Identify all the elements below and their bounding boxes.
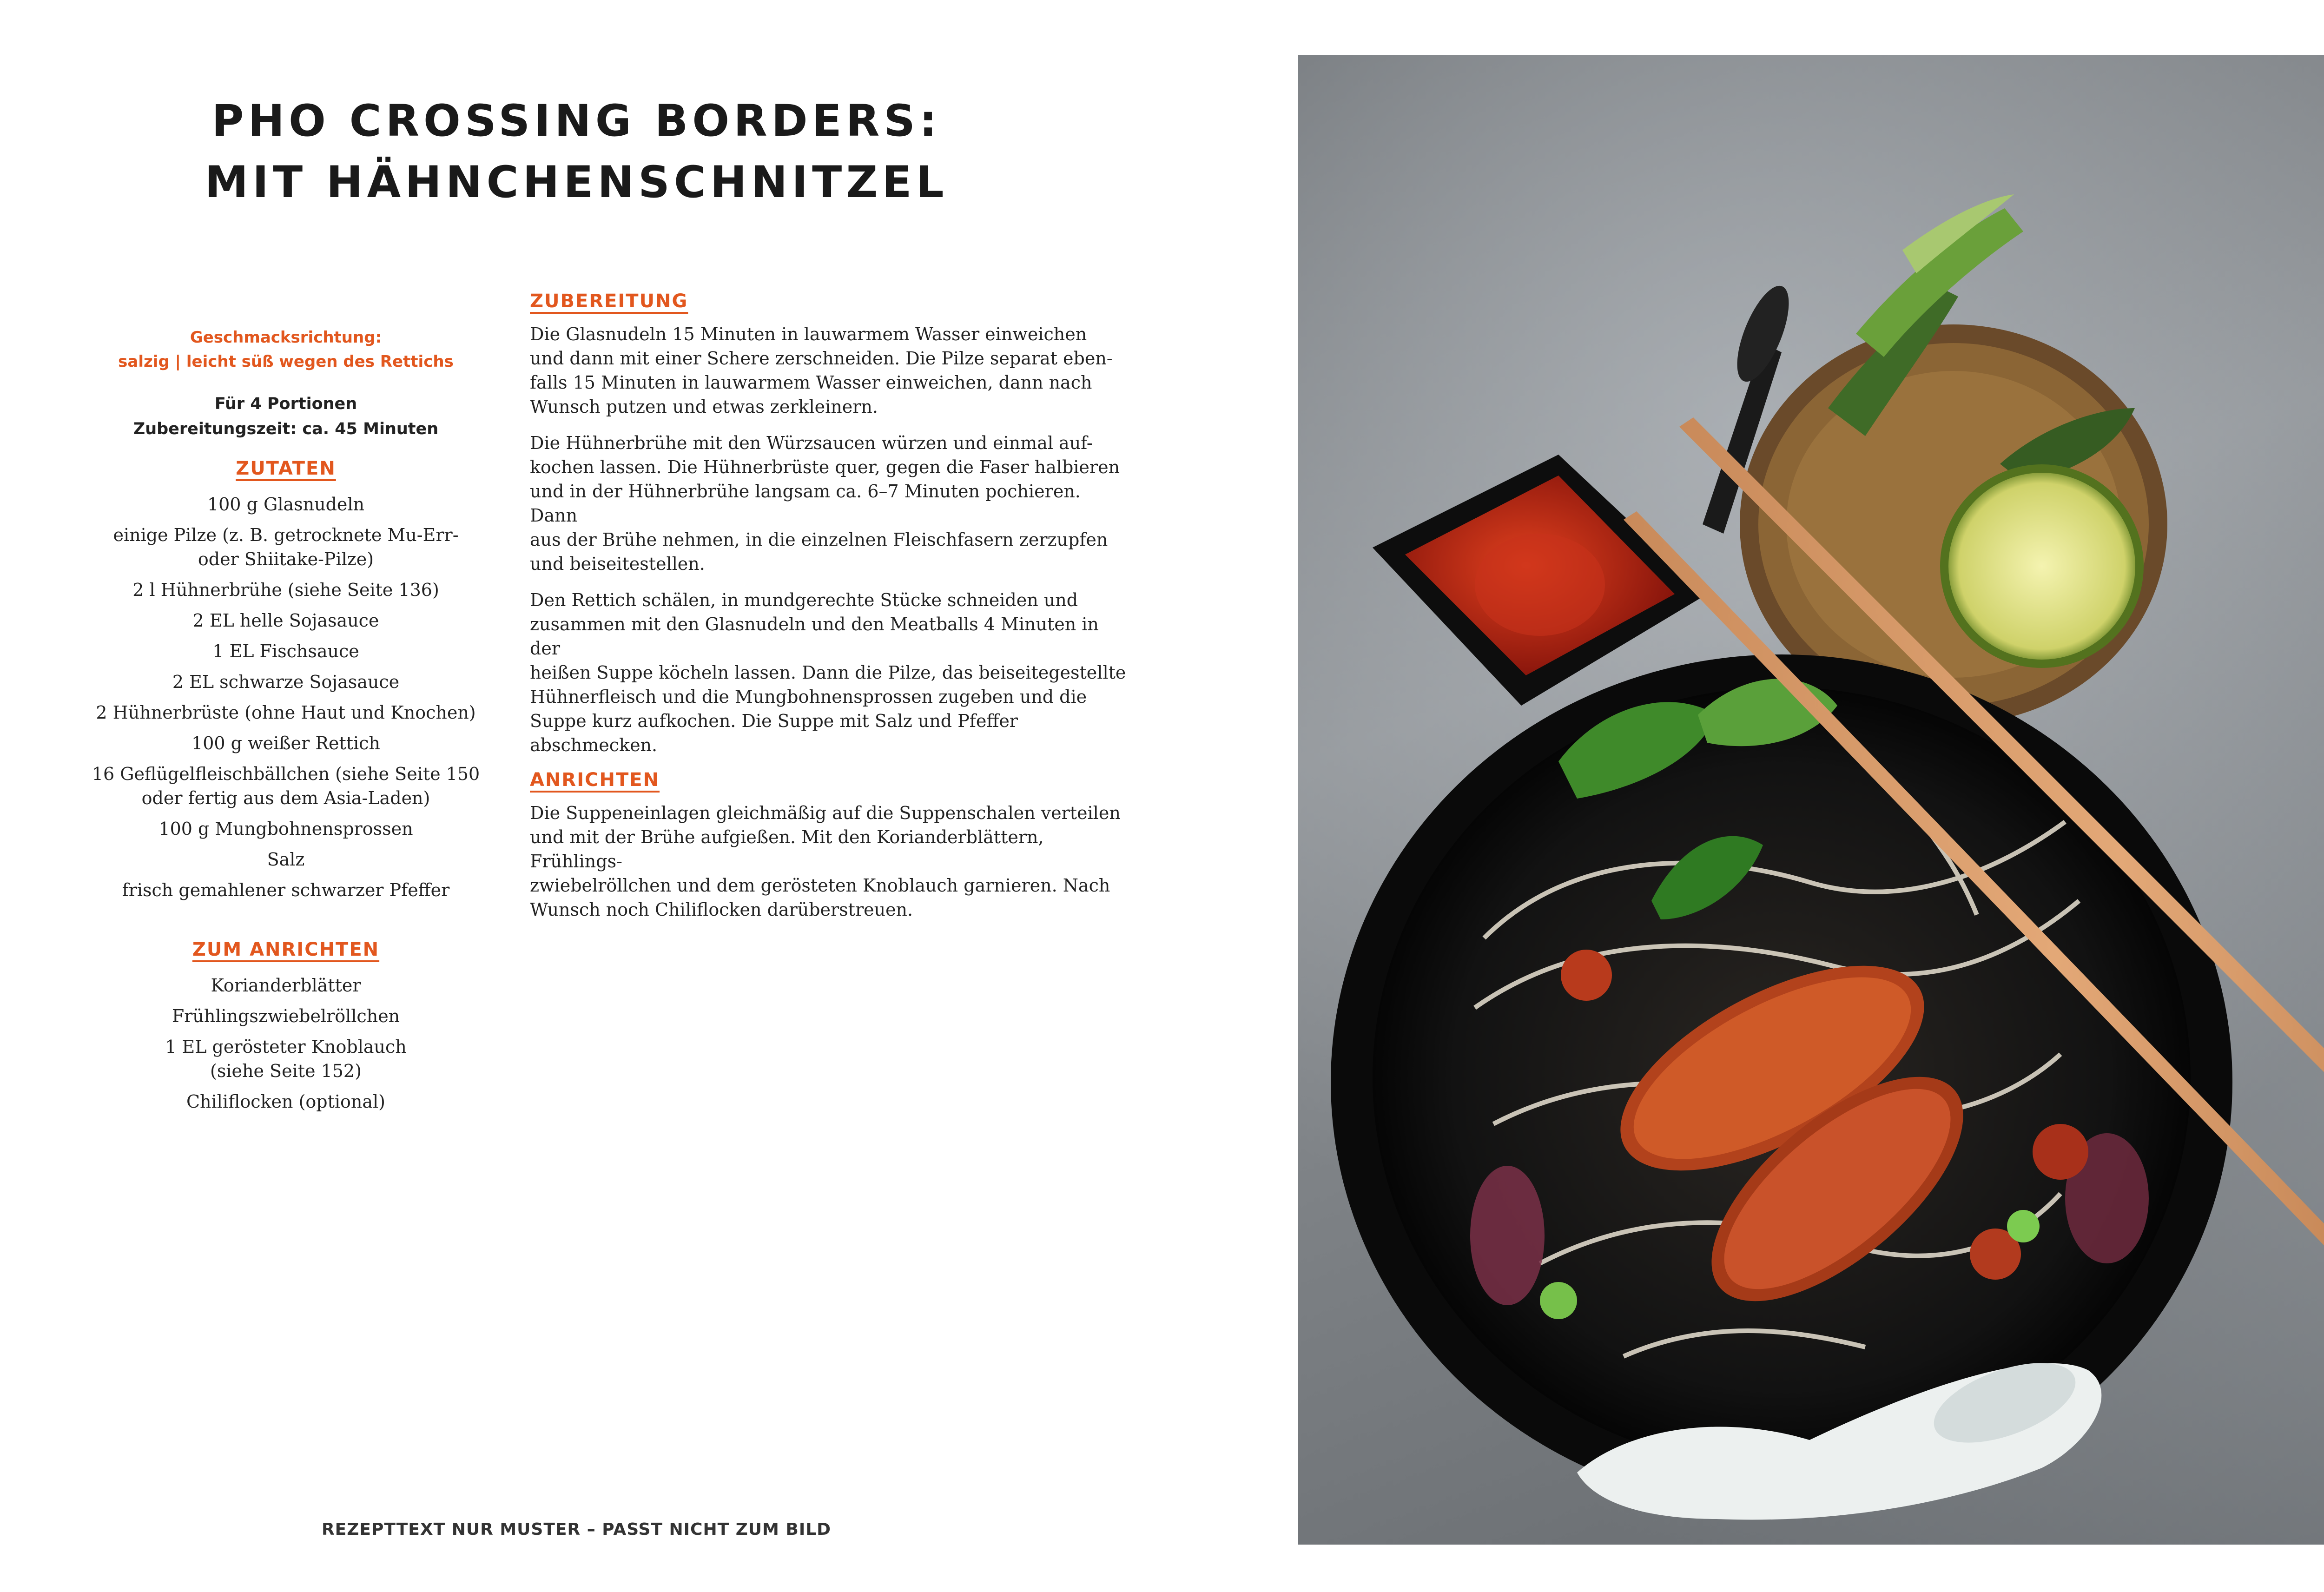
preparation-line: Den Rettich schälen, in mundgerechte Stücke schneiden und [530, 590, 1078, 610]
garnish-item-line: (siehe Seite 152) [210, 1061, 362, 1081]
ingredient-item-line: 100 g Mungbohnensprossen [158, 819, 413, 839]
ingredient-item-line: 1 EL Fischsauce [212, 641, 359, 661]
preparation-text [530, 322, 1129, 757]
preparation-line: Hühnerfleisch und die Mungbohnensprossen zugeben und die [530, 687, 1087, 707]
ingredient-item-line: 100 g weißer Rettich [191, 733, 380, 753]
preparation-line: Die Glasnudeln 15 Minuten in lauwarmem Wasser einweichen [530, 324, 1087, 344]
preparation-line: und in der Hühnerbrühe langsam ca. 6–7 Minuten pochieren. Dann [530, 481, 1081, 526]
preparation-line: und beiseitestellen. [530, 554, 705, 574]
ingredients-section [84, 458, 488, 909]
flavor-info [84, 325, 488, 374]
ingredient-item-line: Salz [267, 849, 305, 870]
ingredient-item-line: 16 Geflügelfleischbällchen (siehe Seite 150 [92, 764, 480, 784]
preparation-line: und dann mit einer Schere zerschneiden. Die Pilze separat eben- [530, 348, 1113, 369]
garnish-item [84, 1090, 488, 1114]
ingredient-item [84, 578, 488, 602]
ingredient-item [84, 492, 488, 516]
ingredient-item [84, 817, 488, 841]
serving-line: Die Suppeneinlagen gleichmäßig auf die Suppenschalen verteilen [530, 803, 1121, 823]
garnish-item-line: Korianderblätter [211, 975, 361, 996]
preparation-line: Die Hühnerbrühe mit den Würzsaucen würzen und einmal auf- [530, 433, 1093, 453]
ingredient-item [84, 700, 488, 725]
serving-line: und mit der Brühe aufgießen. Mit den Korianderblättern, Frühlings- [530, 827, 1044, 872]
flavor-label: Geschmacksrichtung: [190, 328, 382, 347]
recipe-title [177, 91, 976, 213]
preparation-heading: ZUBEREITUNG [530, 291, 688, 312]
serving-line: Wunsch noch Chiliflocken darüberstreuen. [530, 899, 913, 920]
preparation-section [530, 291, 1129, 934]
ingredients-heading: ZUTATEN [236, 458, 336, 479]
ingredient-item [84, 847, 488, 872]
preparation-line: abschmecken. [530, 735, 658, 755]
food-photo [1298, 55, 2324, 1545]
servings-info [84, 391, 488, 442]
garnish-heading: ZUM ANRICHTEN [192, 939, 380, 960]
preparation-line: falls 15 Minuten in lauwarmem Wasser einweichen, dann nach [530, 372, 1092, 393]
ingredient-item [84, 608, 488, 633]
garnish-item-line: 1 EL gerösteter Knoblauch [165, 1037, 407, 1057]
garnish-section [84, 939, 488, 1120]
garnish-item [84, 1035, 488, 1083]
preparation-line: Wunsch putzen und etwas zerkleinern. [530, 396, 878, 417]
ingredient-item-line: oder Shiitake-Pilze) [198, 549, 374, 569]
ingredient-item-line: 2 l Hühnerbrühe (siehe Seite 136) [132, 580, 439, 600]
sauce-dish [1373, 455, 1707, 706]
footer-note: REZEPTTEXT NUR MUSTER – PASST NICHT ZUM BILD [321, 1520, 832, 1539]
flavor-value: salzig | leicht süß wegen des Rettichs [118, 352, 454, 371]
ingredient-item [84, 762, 488, 810]
ingredients-list [84, 492, 488, 902]
garnish-item-line: Frühlingszwiebelröllchen [172, 1006, 400, 1026]
ingredient-item-line: 2 Hühnerbrüste (ohne Haut und Knochen) [96, 702, 476, 723]
ingredient-item-line: 2 EL schwarze Sojasauce [172, 672, 400, 692]
ingredient-item [84, 523, 488, 571]
title-line-2: MIT HÄHNCHENSCHNITZEL [205, 157, 948, 208]
ingredient-item [84, 878, 488, 902]
ingredient-item-line: frisch gemahlener schwarzer Pfeffer [122, 880, 450, 900]
garnish-item [84, 1004, 488, 1028]
garnish-list [84, 973, 488, 1114]
serving-text [530, 801, 1129, 922]
ingredient-item-line: 100 g Glasnudeln [207, 494, 365, 515]
preparation-line: zusammen mit den Glasnudeln und den Meatballs 4 Minuten in der [530, 614, 1099, 659]
ingredient-item [84, 731, 488, 755]
ingredient-item [84, 670, 488, 694]
ingredient-item-line: einige Pilze (z. B. getrocknete Mu-Err- [113, 525, 459, 545]
garnish-item [84, 973, 488, 997]
preparation-paragraph [530, 588, 1129, 757]
ingredient-item-line: oder fertig aus dem Asia-Laden) [141, 788, 430, 808]
recipe-meta [84, 325, 488, 442]
serving-line: zwiebelröllchen und dem gerösteten Knoblauch garnieren. Nach [530, 875, 1110, 896]
preparation-paragraph [530, 322, 1129, 419]
ingredient-item-line: 2 EL helle Sojasauce [192, 610, 379, 631]
preparation-line: heißen Suppe köcheln lassen. Dann die Pilze, das beiseitegestellte [530, 662, 1126, 683]
garnish-item-line: Chiliflocken (optional) [186, 1091, 386, 1112]
preparation-paragraph [530, 431, 1129, 576]
serving-heading: ANRICHTEN [530, 769, 660, 791]
preparation-line: Suppe kurz aufkochen. Die Suppe mit Salz und Pfeffer [530, 711, 1018, 731]
prep-time: Zubereitungszeit: ca. 45 Minuten [133, 420, 439, 438]
pho-bowl-illustration [1298, 55, 2324, 1545]
preparation-line: kochen lassen. Die Hühnerbrüste quer, gegen die Faser halbieren [530, 457, 1120, 477]
ingredient-item [84, 639, 488, 663]
serving-paragraph [530, 801, 1129, 922]
wicker-plate [1740, 194, 2167, 724]
preparation-line: aus der Brühe nehmen, in die einzelnen Fleischfasern zerzupfen [530, 529, 1108, 550]
servings: Für 4 Portionen [214, 395, 357, 413]
title-line-1: PHO CROSSING BORDERS: [211, 96, 941, 146]
